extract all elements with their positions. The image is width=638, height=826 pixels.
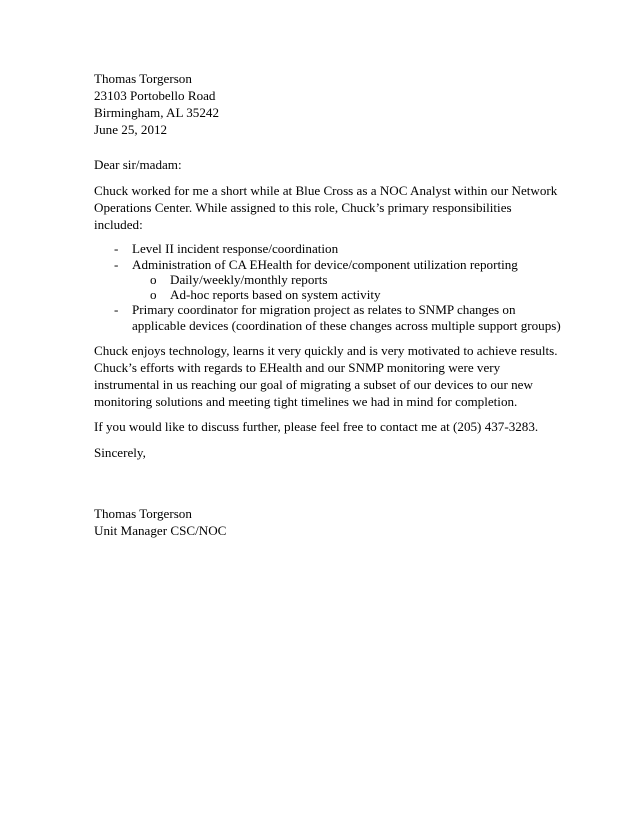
contact-line: If you would like to discuss further, please feel free to contact me at (205) 437-3283. bbox=[94, 419, 539, 434]
list-item: Level II incident response/coordination bbox=[132, 241, 339, 256]
body-line: Chuck enjoys technology, learns it very quickly and is very motivated to achieve results. bbox=[94, 343, 558, 358]
body-line: monitoring solutions and meeting tight timelines we had in mind for completion. bbox=[94, 394, 518, 409]
intro-line: included: bbox=[94, 217, 143, 232]
closing: Sincerely, bbox=[94, 445, 146, 460]
intro-line: Chuck worked for me a short while at Blue Cross as a NOC Analyst within our Network bbox=[94, 183, 558, 198]
signature-title: Unit Manager CSC/NOC bbox=[94, 523, 227, 538]
sublist-item: Daily/weekly/monthly reports bbox=[170, 272, 328, 287]
body-line: Chuck’s efforts with regards to EHealth and our SNMP monitoring were very bbox=[94, 360, 501, 375]
intro-line: Operations Center. While assigned to this role, Chuck’s primary responsibilities bbox=[94, 200, 512, 215]
sender-city: Birmingham, AL 35242 bbox=[94, 105, 219, 120]
list-item-continuation: applicable devices (coordination of these changes across multiple support groups) bbox=[132, 318, 561, 333]
list-dash-marker: - bbox=[114, 302, 119, 317]
letter-date: June 25, 2012 bbox=[94, 122, 168, 137]
list-item: Administration of CA EHealth for device/component utilization reporting bbox=[132, 257, 518, 272]
sublist-circle-marker: o bbox=[150, 287, 157, 302]
sublist-circle-marker: o bbox=[150, 272, 157, 287]
list-item: Primary coordinator for migration project as relates to SNMP changes on bbox=[132, 302, 516, 317]
list-dash-marker: - bbox=[114, 241, 119, 256]
sender-street: 23103 Portobello Road bbox=[94, 88, 216, 103]
salutation: Dear sir/madam: bbox=[94, 157, 182, 172]
signature-name: Thomas Torgerson bbox=[94, 506, 192, 521]
body-line: instrumental in us reaching our goal of migrating a subset of our devices to our new bbox=[94, 377, 533, 392]
sublist-item: Ad-hoc reports based on system activity bbox=[170, 287, 381, 302]
sender-name: Thomas Torgerson bbox=[94, 71, 192, 86]
list-dash-marker: - bbox=[114, 257, 119, 272]
